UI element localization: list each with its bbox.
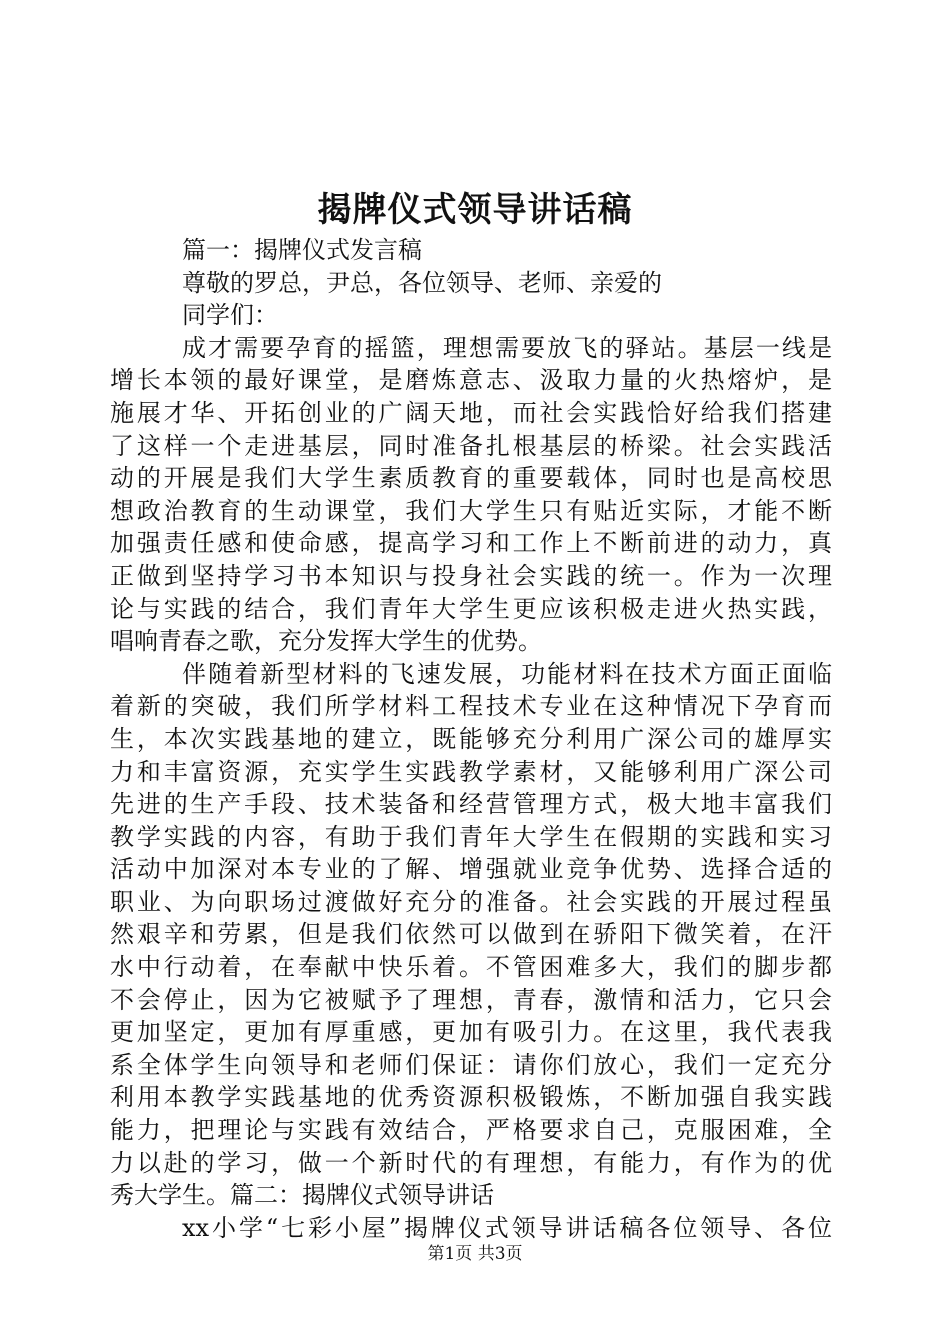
text-line: 着新的突破，我们所学材料工程技术专业在这种情况下孕育而 [110, 692, 832, 721]
text-line: 水中行动着，在奉献中快乐着。不管困难多大，我们的脚步都 [110, 953, 832, 982]
page-number: 第1页 共3页 [427, 1244, 523, 1264]
text-line: 系全体学生向领导和老师们保证：请你们放心，我们一定充分 [110, 1050, 832, 1079]
text-line: 论与实践的结合，我们青年大学生更应该积极走进火热实践， [110, 594, 832, 623]
text-line: 利用本教学实践基地的优秀资源积极锻炼，不断加强自我实践 [110, 1083, 832, 1112]
text-line: 教学实践的内容，有助于我们青年大学生在假期的实践和实习 [110, 822, 832, 851]
text-line: 动的开展是我们大学生素质教育的重要载体，同时也是高校思 [110, 464, 832, 493]
text-line: 施展才华、开拓创业的广阔天地，而社会实践恰好给我们搭建 [110, 398, 832, 427]
document-title: 揭牌仪式领导讲话稿 [317, 190, 633, 230]
text-line: 想政治教育的生动课堂，我们大学生只有贴近实际，才能不断 [110, 496, 832, 525]
document-body [110, 234, 832, 1244]
text-line: 先进的生产手段、技术装备和经营管理方式，极大地丰富我们 [110, 790, 832, 819]
text-line: 成才需要孕育的摇篮，理想需要放飞的驿站。基层一线是 [182, 333, 832, 362]
text-line: 力以赴的学习，做一个新时代的有理想，有能力，有作为的优 [110, 1148, 832, 1177]
text-line: 唱响青春之歌，充分发挥大学生的优势。 [110, 627, 542, 656]
text-line: 力和丰富资源，充实学生实践教学素材，又能够利用广深公司 [110, 757, 832, 786]
text-line: 职业、为向职场过渡做好充分的准备。社会实践的开展过程虽 [110, 887, 832, 916]
text-line: 秀大学生。篇二：揭牌仪式领导讲话 [110, 1181, 494, 1210]
salutation-line: 同学们： [182, 301, 278, 330]
text-line: 增长本领的最好课堂，是磨炼意志、汲取力量的火热熔炉，是 [110, 366, 832, 395]
text-line: xx小学“七彩小屋”揭牌仪式领导讲话稿各位领导、各位 [182, 1213, 832, 1242]
text-line: 能力，把理论与实践有效结合，严格要求自己，克服困难，全 [110, 1116, 832, 1145]
text-line: 伴随着新型材料的飞速发展，功能材料在技术方面正面临 [182, 659, 832, 688]
text-line: 活动中加深对本专业的了解、增强就业竞争优势、选择合适的 [110, 855, 832, 884]
text-line: 不会停止，因为它被赋予了理想，青春，激情和活力，它只会 [110, 985, 832, 1014]
text-line: 然艰辛和劳累，但是我们依然可以做到在骄阳下微笑着，在汗 [110, 920, 832, 949]
text-line: 加强责任感和使命感，提高学习和工作上不断前进的动力，真 [110, 529, 832, 558]
text-line: 正做到坚持学习书本知识与投身社会实践的统一。作为一次理 [110, 561, 832, 590]
text-line: 了这样一个走进基层，同时准备扎根基层的桥梁。社会实践活 [110, 431, 832, 460]
text-line: 更加坚定，更加有厚重感，更加有吸引力。在这里，我代表我 [110, 1018, 832, 1047]
section-heading: 篇一：揭牌仪式发言稿 [182, 236, 422, 264]
salutation-line: 尊敬的罗总，尹总，各位领导、老师、亲爱的 [182, 268, 662, 297]
text-line: 生，本次实践基地的建立，既能够充分利用广深公司的雄厚实 [110, 724, 832, 753]
